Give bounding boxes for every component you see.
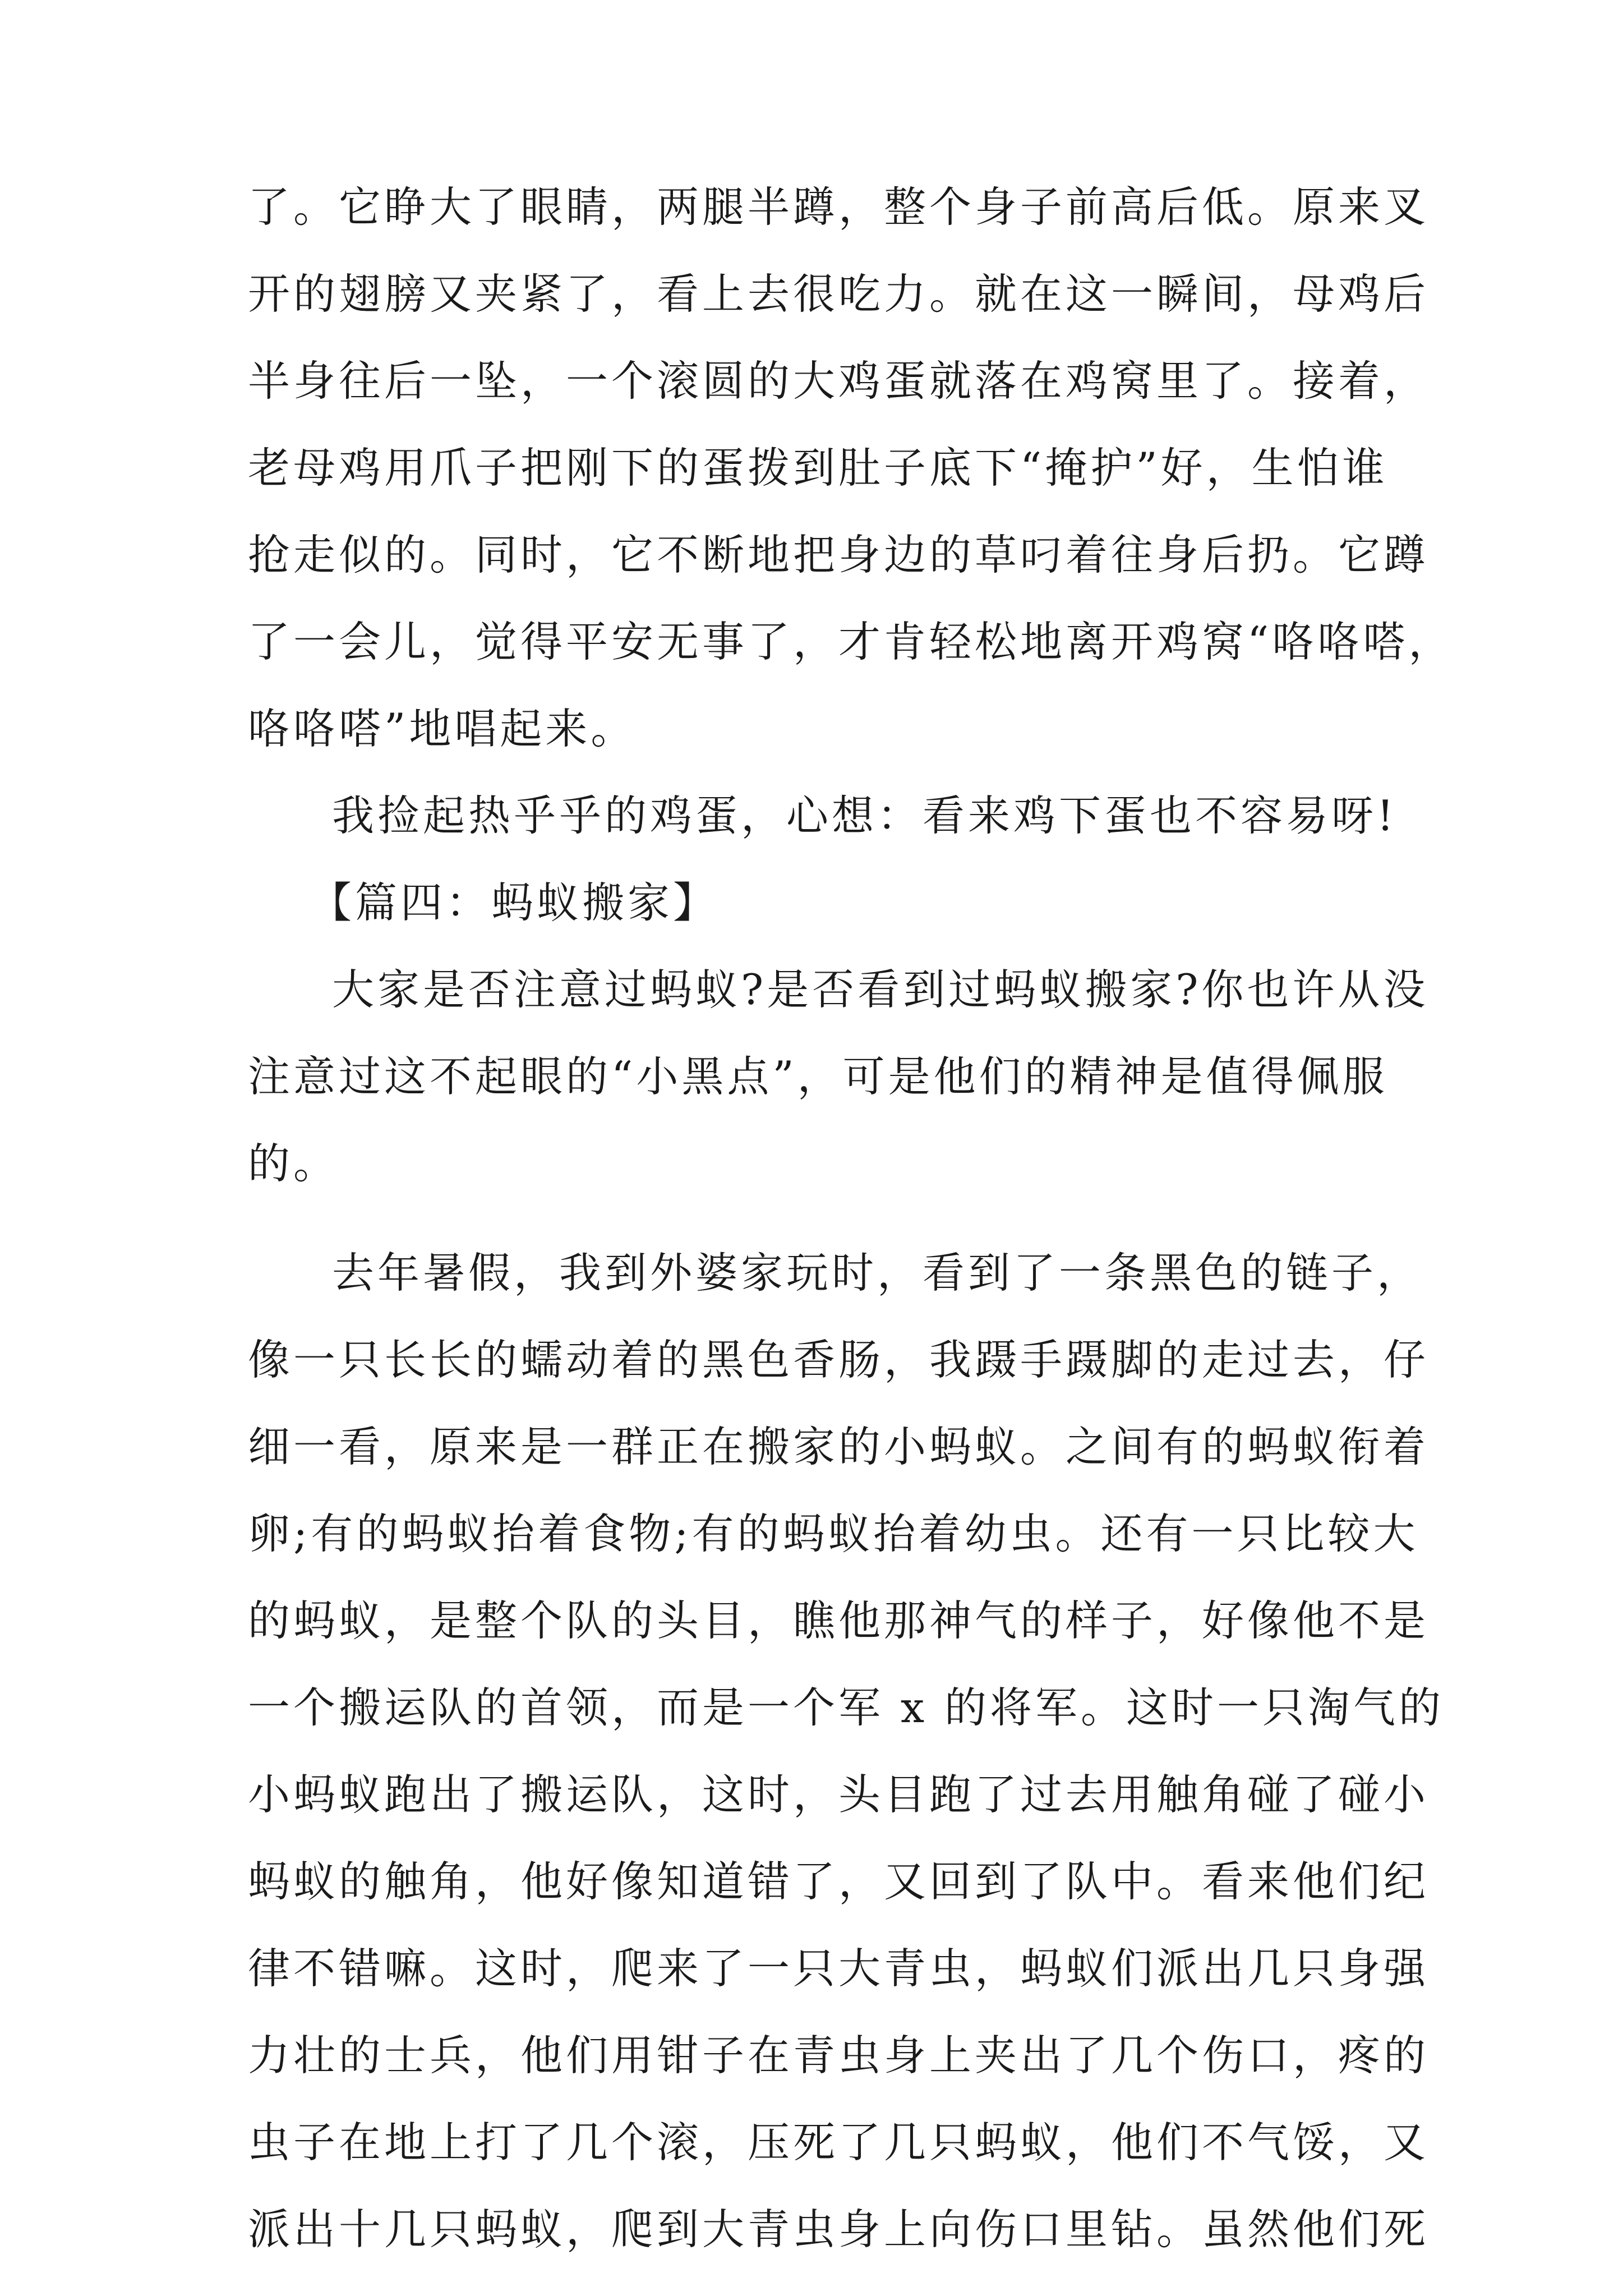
text-line: 律不错嘛。这时，爬来了一只大青虫，蚂蚁们派出几只身强 bbox=[248, 1944, 1430, 1993]
text-line: 去年暑假，我到外婆家玩时，看到了一条黑色的链子， bbox=[332, 1248, 1423, 1297]
text-line: 的蚂蚁，是整个队的头目，瞧他那神气的样子，好像他不是 bbox=[248, 1596, 1430, 1645]
text-line: 大家是否注意过蚂蚁?是否看到过蚂蚁搬家?你也许从没 bbox=[332, 965, 1429, 1014]
text-line: 小蚂蚁跑出了搬运队，这时，头目跑了过去用触角碰了碰小 bbox=[248, 1770, 1430, 1819]
text-line: 力壮的士兵，他们用钳子在青虫身上夹出了几个伤口，疼的 bbox=[248, 2031, 1430, 2080]
document-body bbox=[248, 164, 1454, 2273]
text-line: 细一看，原来是一群正在搬家的小蚂蚁。之间有的蚂蚁衔着 bbox=[248, 1422, 1430, 1471]
text-line: 一个搬运队的首领，而是一个军 x 的将军。这时一只淘气的 bbox=[248, 1683, 1444, 1732]
text-line: 的。 bbox=[248, 1139, 339, 1188]
text-line: 虫子在地上打了几个滚，压死了几只蚂蚁，他们不气馁，又 bbox=[248, 2118, 1430, 2167]
text-line: 老母鸡用爪子把刚下的蛋拨到肚子底下“掩护”好，生怕谁 bbox=[248, 443, 1388, 493]
text-line: 派出十几只蚂蚁，爬到大青虫身上向伤口里钻。虽然他们死 bbox=[248, 2205, 1430, 2254]
text-line: 开的翅膀又夹紧了，看上去很吃力。就在这一瞬间，母鸡后 bbox=[248, 269, 1430, 319]
text-line: 蚂蚁的触角，他好像知道错了，又回到了队中。看来他们纪 bbox=[248, 1857, 1430, 1906]
text-line: 咯咯嗒”地唱起来。 bbox=[248, 704, 637, 753]
text-line: 注意过这不起眼的“小黑点”，可是他们的精神是值得佩服 bbox=[248, 1052, 1388, 1101]
text-line: 抢走似的。同时，它不断地把身边的草叼着往身后扔。它蹲 bbox=[248, 530, 1430, 579]
text-line: 卵;有的蚂蚁抬着食物;有的蚂蚁抬着幼虫。还有一只比较大 bbox=[248, 1509, 1419, 1558]
text-line: 我捡起热乎乎的鸡蛋，心想：看来鸡下蛋也不容易呀! bbox=[332, 791, 1398, 840]
text-line: 了一会儿，觉得平安无事了，才肯轻松地离开鸡窝“咯咯嗒， bbox=[248, 617, 1454, 666]
section-heading: 【篇四：蚂蚁搬家】 bbox=[310, 878, 719, 927]
text-line: 半身往后一坠，一个滚圆的大鸡蛋就落在鸡窝里了。接着， bbox=[248, 356, 1430, 406]
text-line: 像一只长长的蠕动着的黑色香肠，我蹑手蹑脚的走过去，仔 bbox=[248, 1335, 1430, 1384]
text-line: 了。它睁大了眼睛，两腿半蹲，整个身子前高后低。原来叉 bbox=[248, 182, 1430, 232]
